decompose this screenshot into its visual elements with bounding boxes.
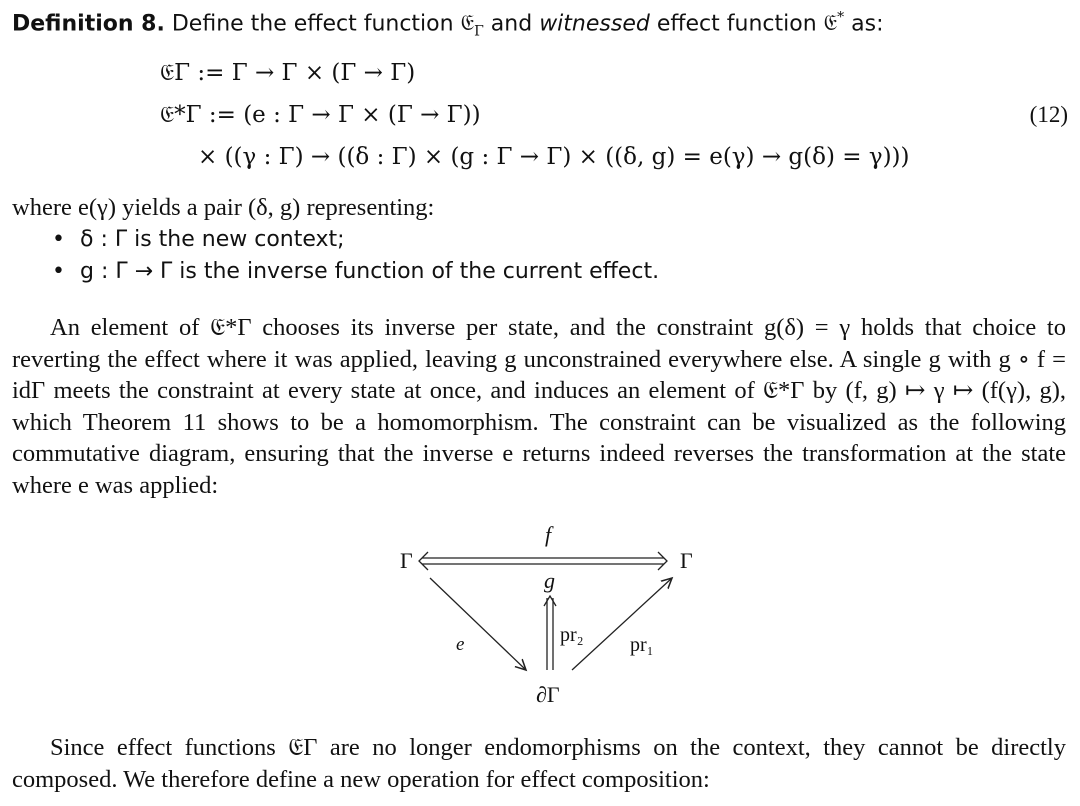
definition-end: as: xyxy=(851,11,884,37)
equation-line-2: 𝔈*Γ := (e : Γ → Γ × (Γ → Γ)) xyxy=(160,102,481,128)
diagram-label-f: f xyxy=(545,522,552,547)
center-arrow-head xyxy=(544,596,556,606)
paragraph-1: An element of 𝔈*Γ chooses its inverse per state, and the constraint g(δ) = γ holds that choice to reverting the effect where it was applied, leaving g unconstrained everywhere else. A single g with g ∘ f = idΓ meets the constraint at every state at once, and induces an element of 𝔈*Γ by (f, g) ↦ γ ↦ (f(γ), g), which Theorem 11 shows to be a homomorphism. The constraint can be visualized as the following commutative diagram, ensuring that the inverse e returns indeed reverses the transformation at the state where e was applied: xyxy=(12,314,1066,499)
top-arrow-head-left xyxy=(419,552,428,570)
definition-heading: Definition 8. xyxy=(12,11,165,37)
equation-line-3: × ((γ : Γ) → ((δ : Γ) × (g : Γ → Γ) × ((δ, g) = e(γ) → g(δ) = γ))) xyxy=(198,144,910,170)
top-arrow-head-right xyxy=(658,552,667,570)
diagram-label-g: g xyxy=(544,568,555,593)
bullet-item: • δ : Γ is the new context; xyxy=(52,227,345,252)
bullet-item: • g : Γ → Γ is the inverse function of the current effect. xyxy=(52,259,660,284)
right-diagonal-arrow xyxy=(572,578,672,670)
left-diagonal-arrow xyxy=(430,578,526,670)
witnessed-effect-symbol: 𝔈* xyxy=(823,10,845,37)
diagram-node-bottom: ∂Γ xyxy=(536,682,560,707)
definition-lead: Define the effect function xyxy=(171,11,454,37)
diagram-label-pr2: pr₂ xyxy=(560,624,584,646)
where-line: where e(γ) yields a pair (δ, g) representing: xyxy=(12,194,435,221)
diagram-label-e: e xyxy=(456,634,465,655)
equation-number: (12) xyxy=(1029,102,1068,127)
commutative-diagram xyxy=(392,520,692,710)
definition-line xyxy=(12,10,884,40)
equation-line-1: 𝔈Γ := Γ → Γ × (Γ → Γ) xyxy=(160,60,416,86)
effect-symbol: 𝔈$_\Gamma$ xyxy=(460,11,484,40)
paragraph-2: Since effect functions 𝔈Γ are no longer endomorphisms on the context, they cannot be directly composed. We therefore define a new operation for effect composition: xyxy=(12,734,1066,793)
diagram-node-right: Γ xyxy=(680,548,693,573)
bullet-list xyxy=(52,224,659,288)
definition-tail: effect function xyxy=(656,11,817,37)
witnessed-word: witnessed xyxy=(539,11,650,37)
diagram-label-pr1: pr₁ xyxy=(630,634,654,656)
and-word: and xyxy=(490,11,533,37)
diagram-node-left: Γ xyxy=(400,548,413,573)
